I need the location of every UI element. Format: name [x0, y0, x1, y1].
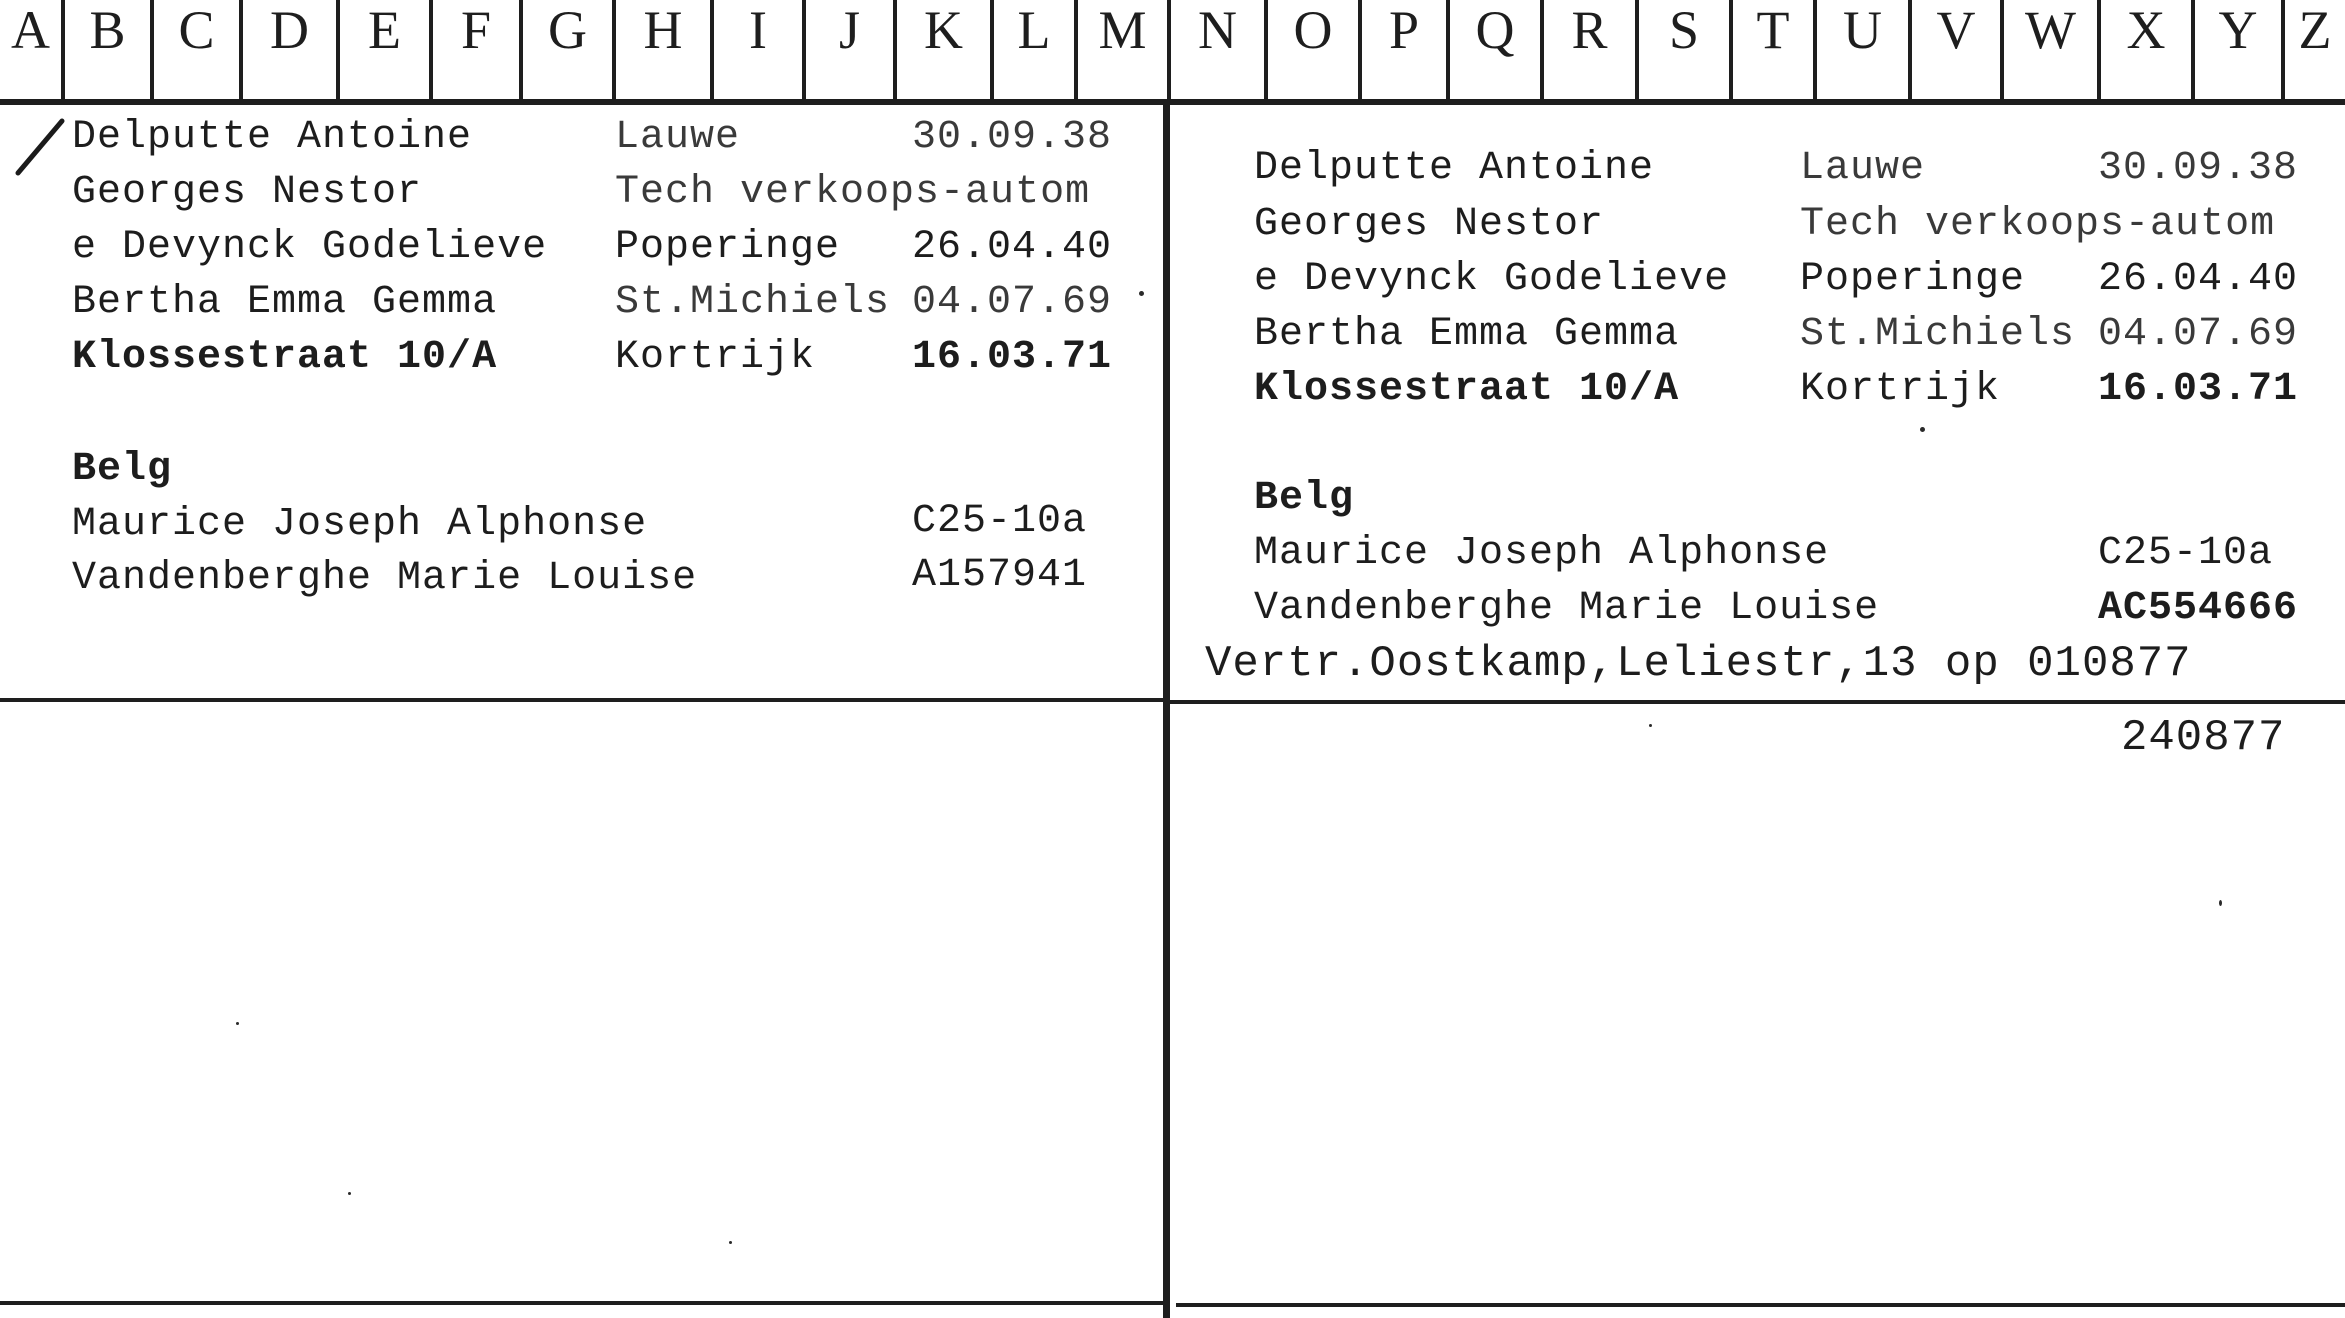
- alpha-tab-u: U: [1813, 0, 1908, 100]
- left-spouse: e Devynck Godelieve: [72, 225, 548, 270]
- left-residence-date: 16.03.71: [912, 335, 1113, 380]
- right-spouse: e Devynck Godelieve: [1254, 257, 1730, 302]
- speck: [236, 1022, 239, 1025]
- left-nationality: Belg: [72, 447, 173, 492]
- alpha-tab-j: J: [802, 0, 893, 100]
- right-spouse-given-names: Bertha Emma Gemma: [1254, 312, 1680, 357]
- left-name: Delputte Antoine: [72, 115, 473, 160]
- left-marriage-date: 04.07.69: [912, 280, 1113, 325]
- alphabet-index-strip: [0, 0, 2345, 100]
- alpha-tab-y: Y: [2191, 0, 2281, 100]
- stray-dot: [1139, 291, 1144, 296]
- right-name: Delputte Antoine: [1254, 146, 1655, 191]
- alpha-tab-g: G: [519, 0, 612, 100]
- right-marriage-place: St.Michiels: [1800, 312, 2076, 357]
- left-father: Maurice Joseph Alphonse: [72, 502, 648, 547]
- left-spouse-date: 26.04.40: [912, 225, 1113, 270]
- right-spouse-date: 26.04.40: [2098, 257, 2299, 302]
- speck: [1649, 724, 1652, 727]
- alpha-tab-p: P: [1358, 0, 1446, 100]
- alpha-tab-z: Z: [2281, 0, 2345, 100]
- alpha-tab-b: B: [61, 0, 150, 100]
- alpha-tab-i: I: [710, 0, 802, 100]
- alpha-tab-h: H: [612, 0, 710, 100]
- alpha-tab-t: T: [1729, 0, 1813, 100]
- alpha-tab-c: C: [150, 0, 239, 100]
- departure-note: Vertr.Oostkamp,Leliestr,13 op 010877: [1205, 639, 2192, 689]
- alpha-tab-v: V: [1908, 0, 2000, 100]
- left-profession: Tech verkoops-autom: [615, 170, 1091, 215]
- right-nationality: Belg: [1254, 476, 1355, 521]
- alpha-tab-w: W: [2000, 0, 2097, 100]
- alpha-tab-x: X: [2097, 0, 2191, 100]
- right-address: Klossestraat 10/A: [1254, 367, 1680, 412]
- alpha-tab-n: N: [1167, 0, 1264, 100]
- alpha-tab-m: M: [1074, 0, 1167, 100]
- right-mother: Vandenberghe Marie Louise: [1254, 586, 1880, 631]
- speck: [729, 1241, 732, 1244]
- left-bottom-rule: [0, 1301, 1163, 1305]
- alpha-tab-a: A: [11, 0, 50, 60]
- stray-dot: [1920, 427, 1925, 432]
- left-birth-place: Lauwe: [615, 115, 741, 160]
- right-bottom-rule: [1176, 1303, 2345, 1307]
- right-marriage-date: 04.07.69: [2098, 312, 2299, 357]
- right-profession: Tech verkoops-autom: [1800, 202, 2276, 247]
- left-spouse-given-names: Bertha Emma Gemma: [72, 280, 498, 325]
- left-mother-code: A157941: [912, 553, 1088, 598]
- left-mother: Vandenberghe Marie Louise: [72, 556, 698, 601]
- alpha-tab-k: K: [893, 0, 990, 100]
- alpha-tab-f: F: [429, 0, 519, 100]
- card-divider: [1163, 100, 1170, 1318]
- right-section-rule: [1170, 700, 2345, 704]
- alpha-tab-q: Q: [1446, 0, 1540, 100]
- right-birth-date: 30.09.38: [2098, 146, 2299, 191]
- left-residence-place: Kortrijk: [615, 335, 816, 380]
- right-residence-place: Kortrijk: [1800, 367, 2001, 412]
- alpha-tab-l: L: [990, 0, 1074, 100]
- speck: [2219, 900, 2222, 906]
- followup-date: 240877: [2121, 713, 2286, 763]
- right-father: Maurice Joseph Alphonse: [1254, 531, 1830, 576]
- left-record-card: [0, 105, 1163, 695]
- left-father-code: C25-10a: [912, 499, 1088, 544]
- alpha-tab-d: D: [239, 0, 336, 100]
- right-spouse-place: Poperinge: [1800, 257, 2026, 302]
- right-given-names: Georges Nestor: [1254, 202, 1605, 247]
- alpha-tab-s: S: [1635, 0, 1729, 100]
- alpha-tab-o: O: [1264, 0, 1358, 100]
- alpha-tab-r: R: [1540, 0, 1635, 100]
- left-spouse-place: Poperinge: [615, 225, 841, 270]
- right-mother-code: AC554666: [2098, 586, 2299, 631]
- right-residence-date: 16.03.71: [2098, 367, 2299, 412]
- left-section-rule: [0, 698, 1163, 702]
- left-birth-date: 30.09.38: [912, 115, 1113, 160]
- left-address: Klossestraat 10/A: [72, 335, 498, 380]
- checkmark-slash-icon: [10, 117, 70, 177]
- left-marriage-place: St.Michiels: [615, 280, 891, 325]
- right-record-card: [1170, 105, 2345, 695]
- right-birth-place: Lauwe: [1800, 146, 1926, 191]
- right-father-code: C25-10a: [2098, 531, 2274, 576]
- alpha-tab-e: E: [336, 0, 429, 100]
- left-given-names: Georges Nestor: [72, 170, 423, 215]
- speck: [348, 1192, 351, 1195]
